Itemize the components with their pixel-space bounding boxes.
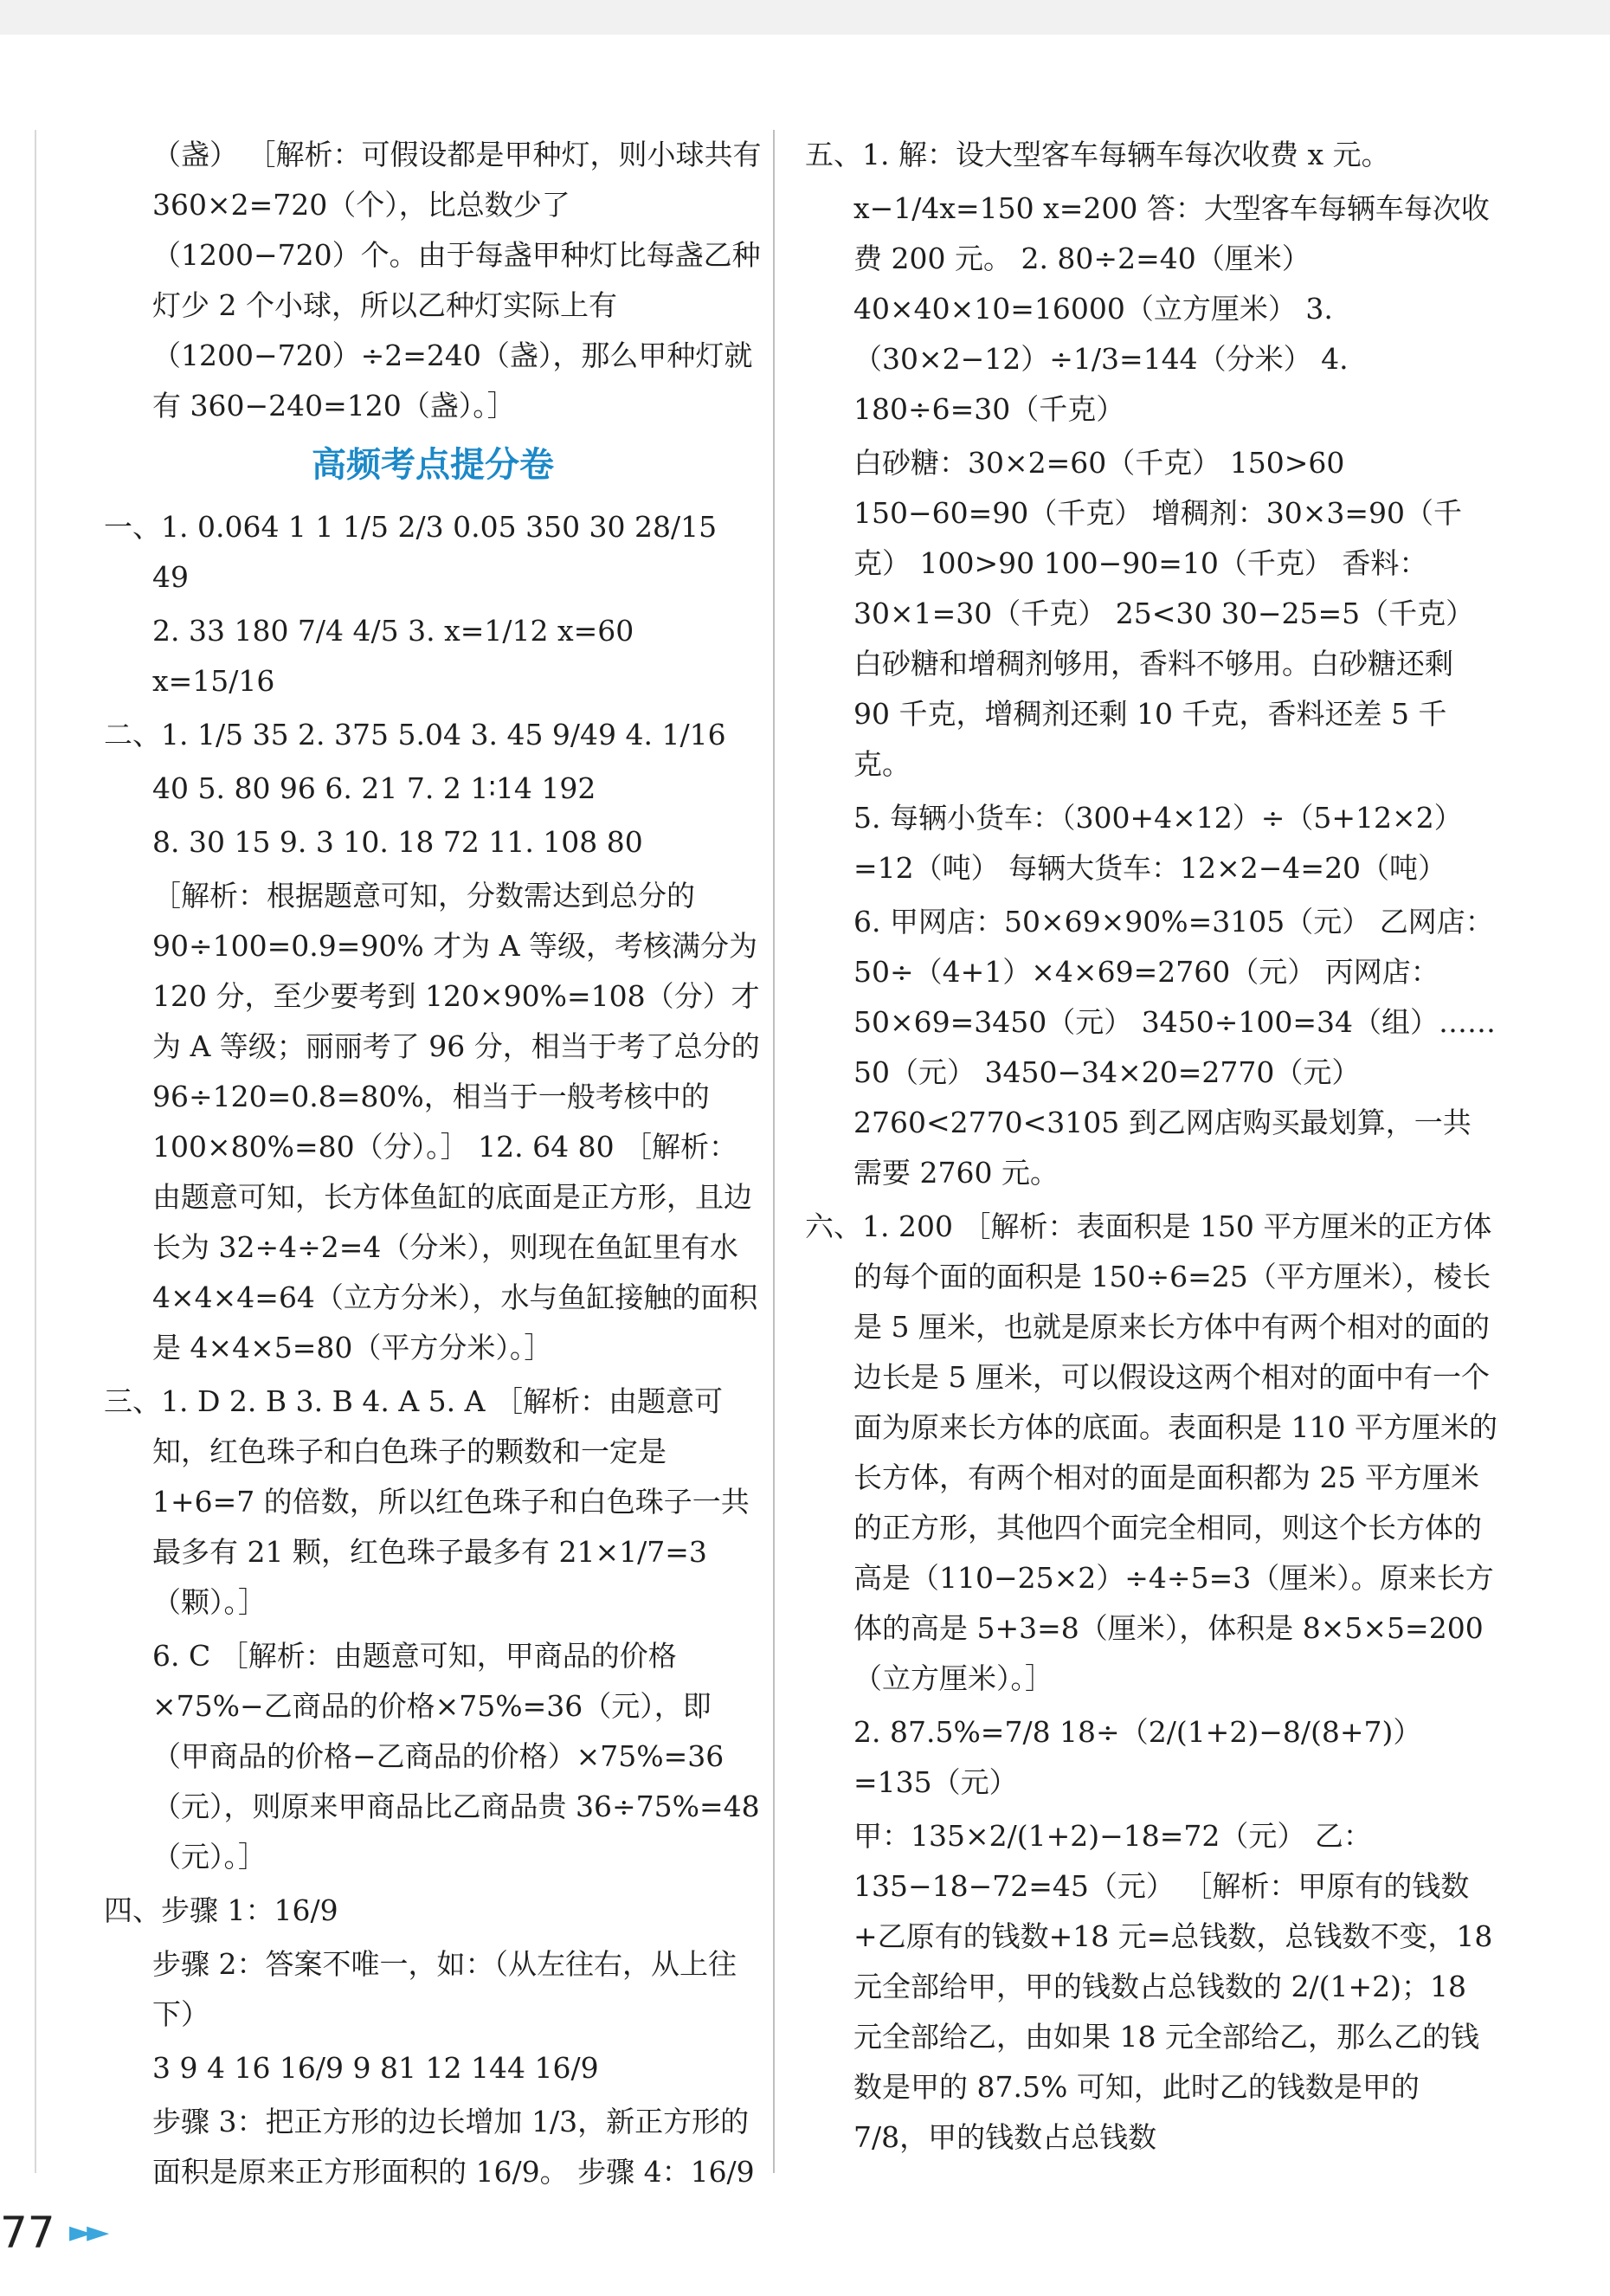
answer-part-5-q1: 五、1. 解：设大型客车每辆车每次收费 x 元。 <box>805 138 1390 171</box>
answer-part-2-line-3: 8. 30 15 9. 3 10. 18 72 11. 108 80 <box>152 825 643 859</box>
answer-part-2-line-2: 40 5. 80 96 6. 21 7. 2 1∶14 192 <box>152 771 596 805</box>
answer-part-5-q1-4: x−1/4x=150 x=200 答：大型客车每辆车每次收费 200 元。 2. 80÷2=40（厘米） 40×40×10=16000（立方厘米） 3. （30×2−12）÷1/3=144（分米） 4. 180÷6=30（千克） <box>853 191 1490 426</box>
column-divider <box>773 130 775 2173</box>
answer-part-5-q4-detail: 白砂糖：30×2=60（千克） 150>60 150−60=90（千克） 增稠剂：30×3=90（千克） 100>90 100−90=10（千克） 香料：30×1=30（千克） 25<30 30−25=5（千克） 白砂糖和增稠剂够用，香料不够用。白砂糖还剩 90 千克，增稠剂还剩 10 千克，香料还差 5 千克。 <box>853 446 1475 781</box>
left-column <box>104 130 762 2201</box>
right-column <box>805 130 1497 2166</box>
answer-part-6-q2: 2. 87.5%=7/8 18÷（2/(1+2)−8/(8+7)）=135（元） <box>853 1715 1422 1799</box>
answer-part-5-q5: 5. 每辆小货车：（300+4×12）÷（5+12×2）=12（吨） 每辆大货车：12×2−4=20（吨） <box>853 801 1463 885</box>
answer-part-4-step1: 四、步骤 1：16/9 <box>104 1893 338 1927</box>
answer-part-6-q2-analysis: 甲：135×2/(1+2)−18=72（元） 乙：135−18−72=45（元） ［解析：甲原有的钱数+乙原有的钱数+18 元=总钱数，总钱数不变，18 元全部给甲，甲的钱数占总钱数的 2/(1+2)；18 元全部给乙，由如果 18 元全部给乙，那么乙的钱数是甲的 87.5% 可知，此时乙的钱数是甲的 7/8，甲的钱数占总钱数 <box>853 1819 1493 2154</box>
answer-part-5-q6: 6. 甲网店：50×69×90%=3105（元） 乙网店：50÷（4+1）×4×69=2760（元） 丙网店：50×69=3450（元） 3450÷100=34（组）……50（元） 3450−34×20=2770（元） 2760<2770<3105 到乙网店购买最划算，一共需要 2760 元。 <box>853 905 1497 1190</box>
answer-part-2-analysis: ［解析：根据题意可知，分数需达到总分的 90÷100=0.9=90% 才为 A 等级，考核满分为 120 分，至少要考到 120×90%=108（分）才为 A 等级；丽丽考了 96 分，相当于考了总分的 96÷120=0.8=80%，相当于一般考核中的 100×80%=80（分）。］ 12. 64 80 ［解析：由题意可知，长方体鱼缸的底面是正方形，且边长为 32÷4÷2=4（分米），则现在鱼缸里有水 4×4×4=64（立方分米），水与鱼缸接触的面积是 4×4×5=80（平方分米）。］ <box>152 879 760 1364</box>
answer-part-4-step2-values: 3 9 4 16 16/9 9 81 12 144 16/9 <box>152 2051 599 2085</box>
section-title: 高频考点提分卷 <box>312 445 554 485</box>
left-margin-rule <box>35 130 36 2173</box>
answer-part-4-step2: 步骤 2：答案不唯一，如：（从左往右，从上往下） <box>152 1947 737 2031</box>
answer-part-4-step3-4: 步骤 3：把正方形的边长增加 1/3，新正方形的面积是原来正方形面积的 16/9。 步骤 4：16/9 <box>152 2105 755 2189</box>
answer-part-1-line-2: 2. 33 180 7/4 4/5 3. x=1/12 x=60 x=15/16 <box>152 614 634 698</box>
next-arrows-icon: ►► <box>69 2215 105 2249</box>
answer-part-2-line-1: 二、1. 1/5 35 2. 375 5.04 3. 45 9/49 4. 1/16 <box>104 718 726 751</box>
answer-part-1-line-1: 一、1. 0.064 1 1 1/5 2/3 0.05 350 30 28/15 49 <box>104 510 718 594</box>
top-edge <box>0 0 1610 35</box>
answer-part-6-q1: 六、1. 200 ［解析：表面积是 150 平方厘米的正方体的每个面的面积是 150÷6=25（平方厘米），棱长是 5 厘米，也就是原来长方体中有两个相对的面的边长是 5 厘米，可以假设这两个相对的面中有一个面为原来长方体的底面。表面积是 110 平方厘米的长方体，有两个相对的面是面积都为 25 平方厘米的正方形，其他四个面完全相同，则这个长方体的高是（110−25×2）÷4÷5=3（厘米）。原来长方体的高是 5+3=8（厘米），体积是 8×5×5=200（立方厘米）。］ <box>805 1209 1497 1695</box>
page-number: 77 <box>0 2208 55 2258</box>
answer-part-3-q6: 6. C ［解析：由题意可知，甲商品的价格×75%−乙商品的价格×75%=36（元），即（甲商品的价格−乙商品的价格）×75%=36（元），则原来甲商品比乙商品贵 36÷75%=48（元）。］ <box>152 1639 760 1874</box>
answer-part-3: 三、1. D 2. B 3. B 4. A 5. A ［解析：由题意可知，红色珠子和白色珠子的颗数和一定是 1+6=7 的倍数，所以红色珠子和白色珠子一共最多有 21 颗，红色珠子最多有 21×1/7=3（颗）。］ <box>104 1384 750 1619</box>
continued-analysis: （盏） ［解析：可假设都是甲种灯，则小球共有360×2=720（个），比总数少了（1200−720）个。由于每盏甲种灯比每盏乙种灯少 2 个小球，所以乙种灯实际上有（1200−720）÷2=240（盏），那么甲种灯就有 360−240=120（盏）。］ <box>152 138 762 422</box>
